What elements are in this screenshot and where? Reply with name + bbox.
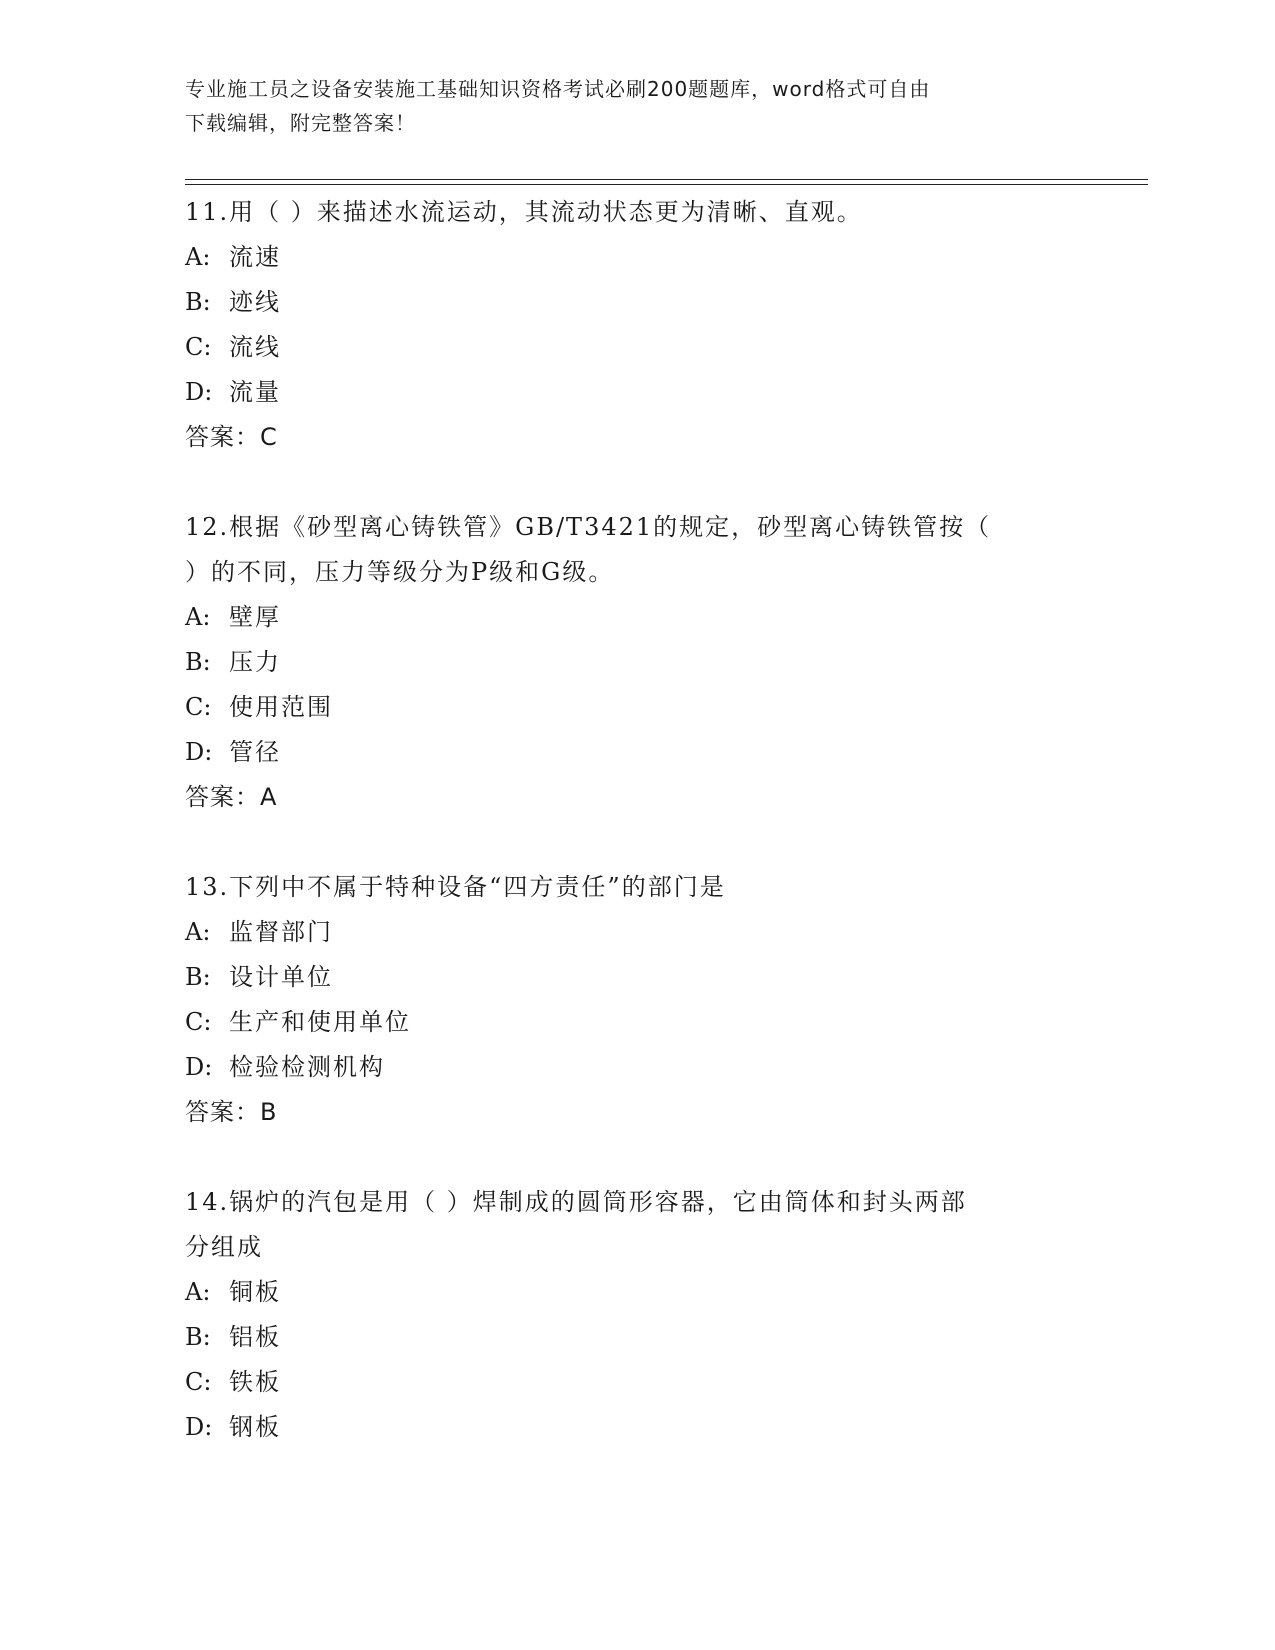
question-11 <box>185 190 1065 460</box>
question-stem-continued: 分组成 <box>185 1233 263 1261</box>
option-b <box>185 640 1065 685</box>
option-key: B: <box>185 288 211 316</box>
spacer <box>185 460 1065 505</box>
header-line-1: 专业施工员之设备安装施工基础知识资格考试必刷200题题库，word格式可自由 <box>185 77 931 101</box>
option-text: 钢板 <box>229 1413 281 1441</box>
option-text: 流量 <box>229 378 281 406</box>
option-text: 铁板 <box>229 1368 281 1396</box>
spacer <box>185 820 1065 865</box>
question-14 <box>185 1180 1065 1450</box>
option-a <box>185 235 1065 280</box>
option-a <box>185 595 1065 640</box>
option-text: 检验检测机构 <box>229 1053 385 1081</box>
option-text: 设计单位 <box>229 963 333 991</box>
question-stem: 14.锅炉的汽包是用（ ）焊制成的圆筒形容器，它由筒体和封头两部 <box>185 1188 967 1216</box>
option-text: 生产和使用单位 <box>229 1008 411 1036</box>
option-c <box>185 1360 1065 1405</box>
header-divider-bottom <box>185 184 1148 185</box>
option-key: C: <box>185 1008 212 1036</box>
question-12 <box>185 505 1065 820</box>
option-key: A: <box>185 1278 211 1306</box>
answer-line: 答案：A <box>185 783 278 811</box>
option-d <box>185 1405 1065 1450</box>
spacer <box>185 1135 1065 1180</box>
option-text: 使用范围 <box>229 693 333 721</box>
option-key: B: <box>185 1323 211 1351</box>
document-header <box>185 72 1065 140</box>
question-stem-continued: ）的不同，压力等级分为P级和G级。 <box>185 558 615 586</box>
header-line-2: 下载编辑，附完整答案！ <box>185 111 416 135</box>
option-b <box>185 955 1065 1000</box>
option-text: 流速 <box>229 243 281 271</box>
question-stem: 11.用（ ）来描述水流运动，其流动状态更为清晰、直观。 <box>185 198 863 226</box>
option-d <box>185 1045 1065 1090</box>
option-a <box>185 1270 1065 1315</box>
question-stem: 12.根据《砂型离心铸铁管》GB/T3421的规定，砂型离心铸铁管按（ <box>185 513 992 541</box>
option-d <box>185 730 1065 775</box>
option-c <box>185 1000 1065 1045</box>
option-key: C: <box>185 333 212 361</box>
option-text: 壁厚 <box>229 603 281 631</box>
answer-line: 答案：C <box>185 423 278 451</box>
option-b <box>185 1315 1065 1360</box>
option-key: B: <box>185 963 211 991</box>
option-text: 铝板 <box>229 1323 281 1351</box>
option-key: A: <box>185 243 211 271</box>
option-c <box>185 325 1065 370</box>
header-divider-top <box>185 179 1148 180</box>
option-a <box>185 910 1065 955</box>
question-13 <box>185 865 1065 1135</box>
option-text: 迹线 <box>229 288 281 316</box>
answer-line: 答案：B <box>185 1098 278 1126</box>
option-key: D: <box>185 1413 213 1441</box>
option-c <box>185 685 1065 730</box>
option-text: 压力 <box>229 648 281 676</box>
option-key: C: <box>185 693 212 721</box>
option-b <box>185 280 1065 325</box>
option-key: A: <box>185 603 211 631</box>
option-key: D: <box>185 378 213 406</box>
option-key: D: <box>185 738 213 766</box>
option-text: 铜板 <box>229 1278 281 1306</box>
question-list <box>185 190 1065 1450</box>
question-stem: 13.下列中不属于特种设备“四方责任”的部门是 <box>185 873 726 901</box>
option-text: 管径 <box>229 738 281 766</box>
option-key: A: <box>185 918 211 946</box>
option-text: 监督部门 <box>229 918 333 946</box>
option-d <box>185 370 1065 415</box>
option-key: B: <box>185 648 211 676</box>
option-key: C: <box>185 1368 212 1396</box>
option-text: 流线 <box>229 333 281 361</box>
option-key: D: <box>185 1053 213 1081</box>
